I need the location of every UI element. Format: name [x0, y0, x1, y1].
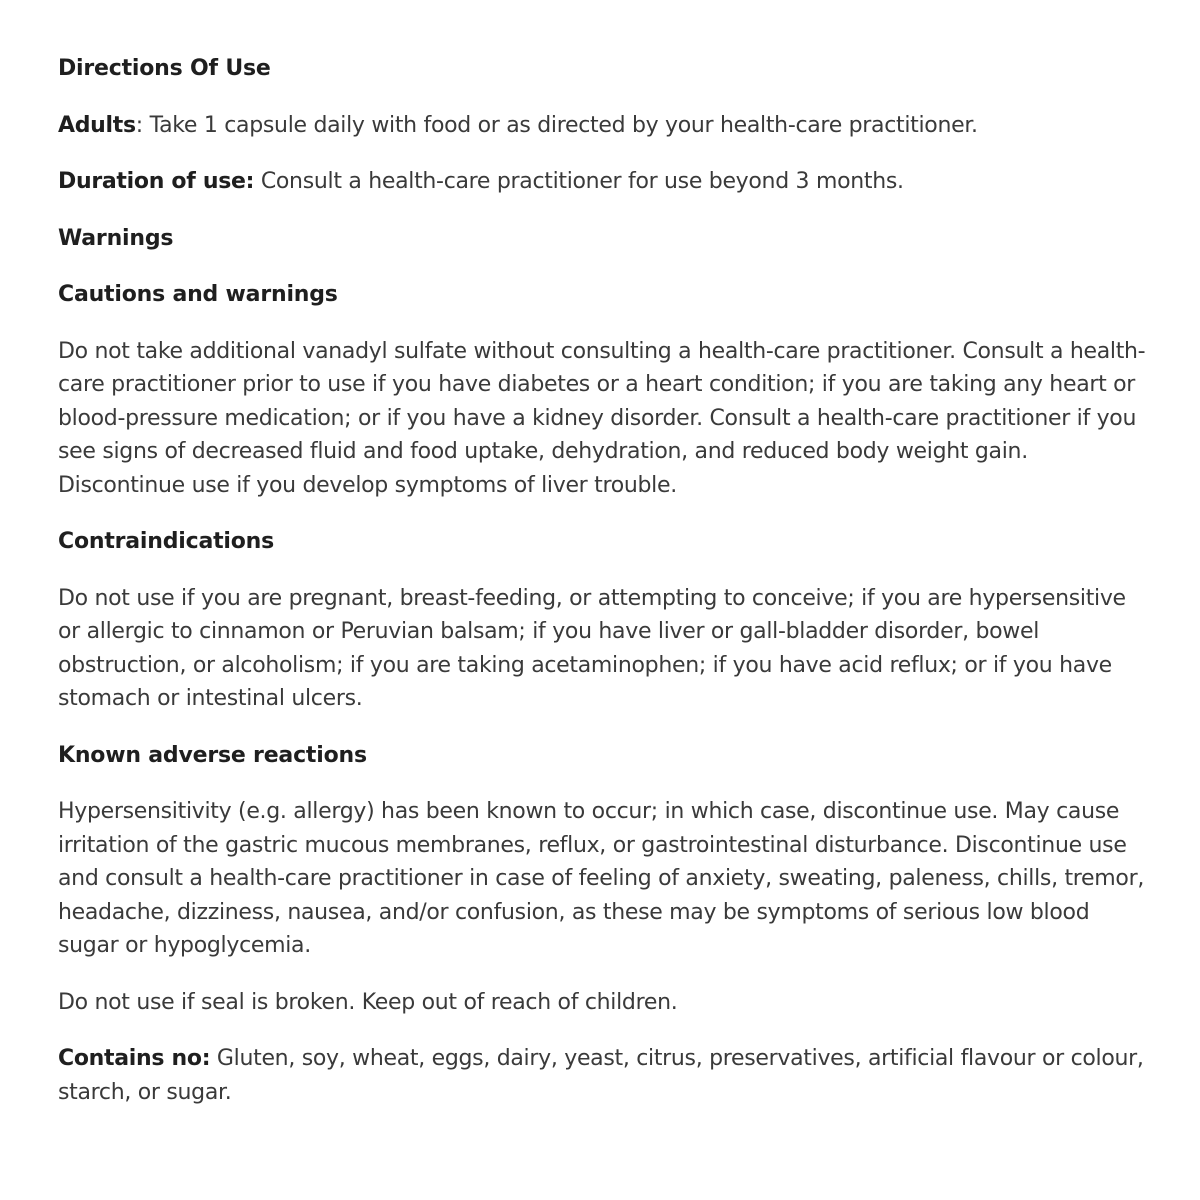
adults-label: Adults	[58, 112, 136, 138]
adverse-reactions-paragraph: Hypersensitivity (e.g. allergy) has been known to occur; in which case, discontinue use. May cause irritation of the gastric mucous membranes, reflux, or gastrointestinal disturbance. Discontinue use and consult a health-care practitioner in case of feeling of anxiety, sweating, paleness, chills, tremor, headache, dizziness, nausea, and/or confusion, as these may be symptoms of serious low blood sugar or hypoglycemia.	[58, 799, 1145, 958]
directions-heading: Directions Of Use	[58, 56, 271, 81]
contraindications-paragraph: Do not use if you are pregnant, breast-feeding, or attempting to conceive; if you are hypersensitive or allergic to cinnamon or Peruvian balsam; if you have liver or gall-bladder disorder, bowel obstruction, or alcoholism; if you are taking acetaminophen; if you have acid reflux; or if you have stomach or intestinal ulcers.	[58, 585, 1126, 711]
adults-text: : Take 1 capsule daily with food or as directed by your health-care practitioner.	[135, 112, 978, 138]
contains-label: Contains no:	[58, 1046, 211, 1071]
contains-text: Gluten, soy, wheat, eggs, dairy, yeast, citrus, preservatives, artificial flavour or colour, starch, or sugar.	[58, 1046, 1144, 1105]
duration-text: Consult a health-care practitioner for use beyond 3 months.	[254, 169, 904, 194]
adults-dosage	[58, 109, 1150, 143]
contains-no	[58, 1042, 1150, 1109]
seal-warning: Do not use if seal is broken. Keep out of reach of children.	[58, 989, 678, 1015]
duration-label: Duration of use:	[58, 169, 255, 194]
cautions-heading: Cautions and warnings	[58, 282, 338, 307]
cautions-paragraph: Do not take additional vanadyl sulfate without consulting a health-care practitioner. Consult a health-care practitioner prior to use if you have diabetes or a heart condition; if you are taking any heart or blood-pressure medication; or if you have a kidney disorder. Consult a health-care practitioner if you see signs of decreased fluid and food uptake, dehydration, and reduced body weight gain. Discontinue use if you develop symptoms of liver trouble.	[58, 338, 1146, 498]
contraindications-heading: Contraindications	[58, 529, 275, 554]
adverse-reactions-heading: Known adverse reactions	[58, 742, 367, 768]
duration-of-use	[58, 165, 1150, 199]
product-info-document	[58, 52, 1150, 1109]
warnings-heading: Warnings	[58, 225, 174, 251]
